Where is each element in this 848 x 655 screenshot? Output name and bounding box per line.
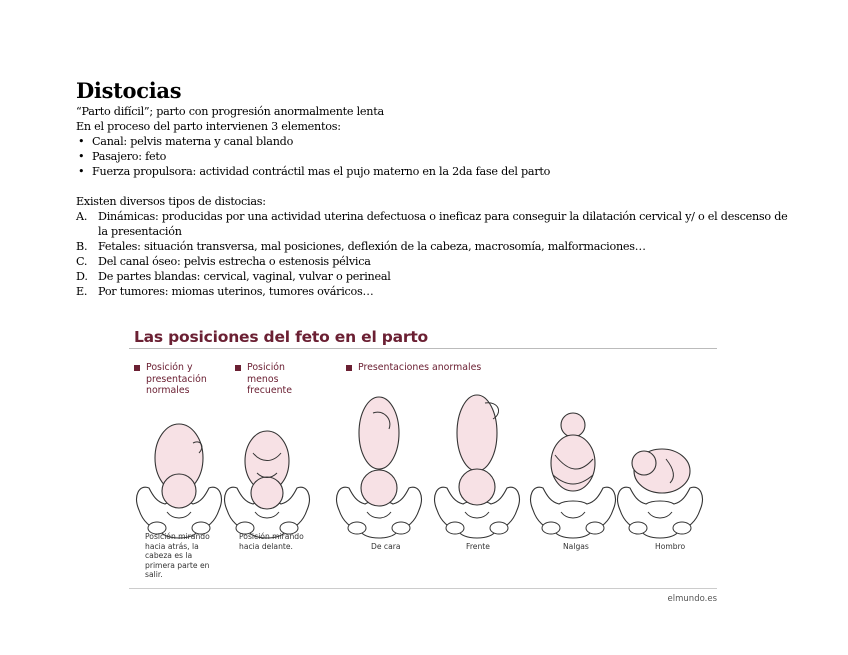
bullet-item <box>76 134 796 149</box>
bullet-item <box>76 149 796 164</box>
intro-line: “Parto difícil”; parto con progresión anormalmente lenta <box>76 105 384 118</box>
fetus-occiput-anterior <box>225 431 310 538</box>
square-bullet-icon <box>235 365 241 371</box>
type-text: Dinámicas: producidas por una actividad uterina defectuosa o ineficaz para conseguir la dilatación cervical y/ o el descenso de la presentación <box>98 210 788 238</box>
type-letter: C. <box>76 255 88 268</box>
fetus-breech-presentation <box>531 413 616 538</box>
fetal-positions-figure <box>129 318 719 608</box>
caption-shoulder: Hombro <box>655 542 686 551</box>
figure-source: elmundo.es <box>667 594 717 604</box>
bullet-icon: • <box>78 135 85 148</box>
type-item <box>76 254 796 269</box>
bullet-text: Pasajero: feto <box>92 150 167 163</box>
type-item <box>76 269 796 284</box>
types-intro: Existen diversos tipos de distocias: <box>76 195 266 208</box>
figure-divider <box>129 348 717 349</box>
caption-brow: Frente <box>466 542 490 551</box>
bullet-text: Fuerza propulsora: actividad contráctil mas el pujo materno en la 2da fase del parto <box>92 165 551 178</box>
group-label-less-frequent: Posición menos frecuente <box>235 362 305 397</box>
type-letter: D. <box>76 270 88 283</box>
caption-face: De cara <box>371 542 401 551</box>
group-label-abnormal: Presentaciones anormales <box>346 362 546 374</box>
fetus-shoulder-presentation <box>618 449 703 538</box>
square-bullet-icon <box>134 365 140 371</box>
type-text: Por tumores: miomas uterinos, tumores ováricos… <box>98 285 374 298</box>
figure-title: Las posiciones del feto en el parto <box>134 328 429 346</box>
type-text: De partes blandas: cervical, vaginal, vulvar o perineal <box>98 270 391 283</box>
type-text: Fetales: situación transversa, mal posiciones, deflexión de la cabeza, macrosomía, malformaciones… <box>98 240 646 253</box>
figure-divider <box>129 588 717 589</box>
fetus-face-presentation <box>337 397 422 538</box>
type-item <box>76 209 796 239</box>
type-letter: E. <box>76 285 88 298</box>
type-item <box>76 284 796 299</box>
page-title: Distocias <box>76 78 182 103</box>
fetus-occiput-posterior <box>137 424 222 538</box>
bullet-icon: • <box>78 150 85 163</box>
body-text <box>76 104 796 299</box>
bullet-text: Canal: pelvis materna y canal blando <box>92 135 294 148</box>
type-text: Del canal óseo: pelvis estrecha o estenosis pélvica <box>98 255 371 268</box>
intro-line: En el proceso del parto intervienen 3 elementos: <box>76 120 341 133</box>
type-letter: A. <box>76 210 88 223</box>
type-item <box>76 239 796 254</box>
caption-occiput-posterior: Posición mirando hacia atrás, la cabeza es la primera parte en salir. <box>145 532 210 580</box>
caption-breech: Nalgas <box>563 542 589 551</box>
type-letter: B. <box>76 240 88 253</box>
fetus-brow-presentation <box>435 395 520 538</box>
group-label-normal: Posición y presentación normales <box>134 362 224 397</box>
bullet-icon: • <box>78 165 85 178</box>
square-bullet-icon <box>346 365 352 371</box>
caption-occiput-anterior: Posición mirando hacia delante. <box>239 532 304 551</box>
bullet-item <box>76 164 796 179</box>
